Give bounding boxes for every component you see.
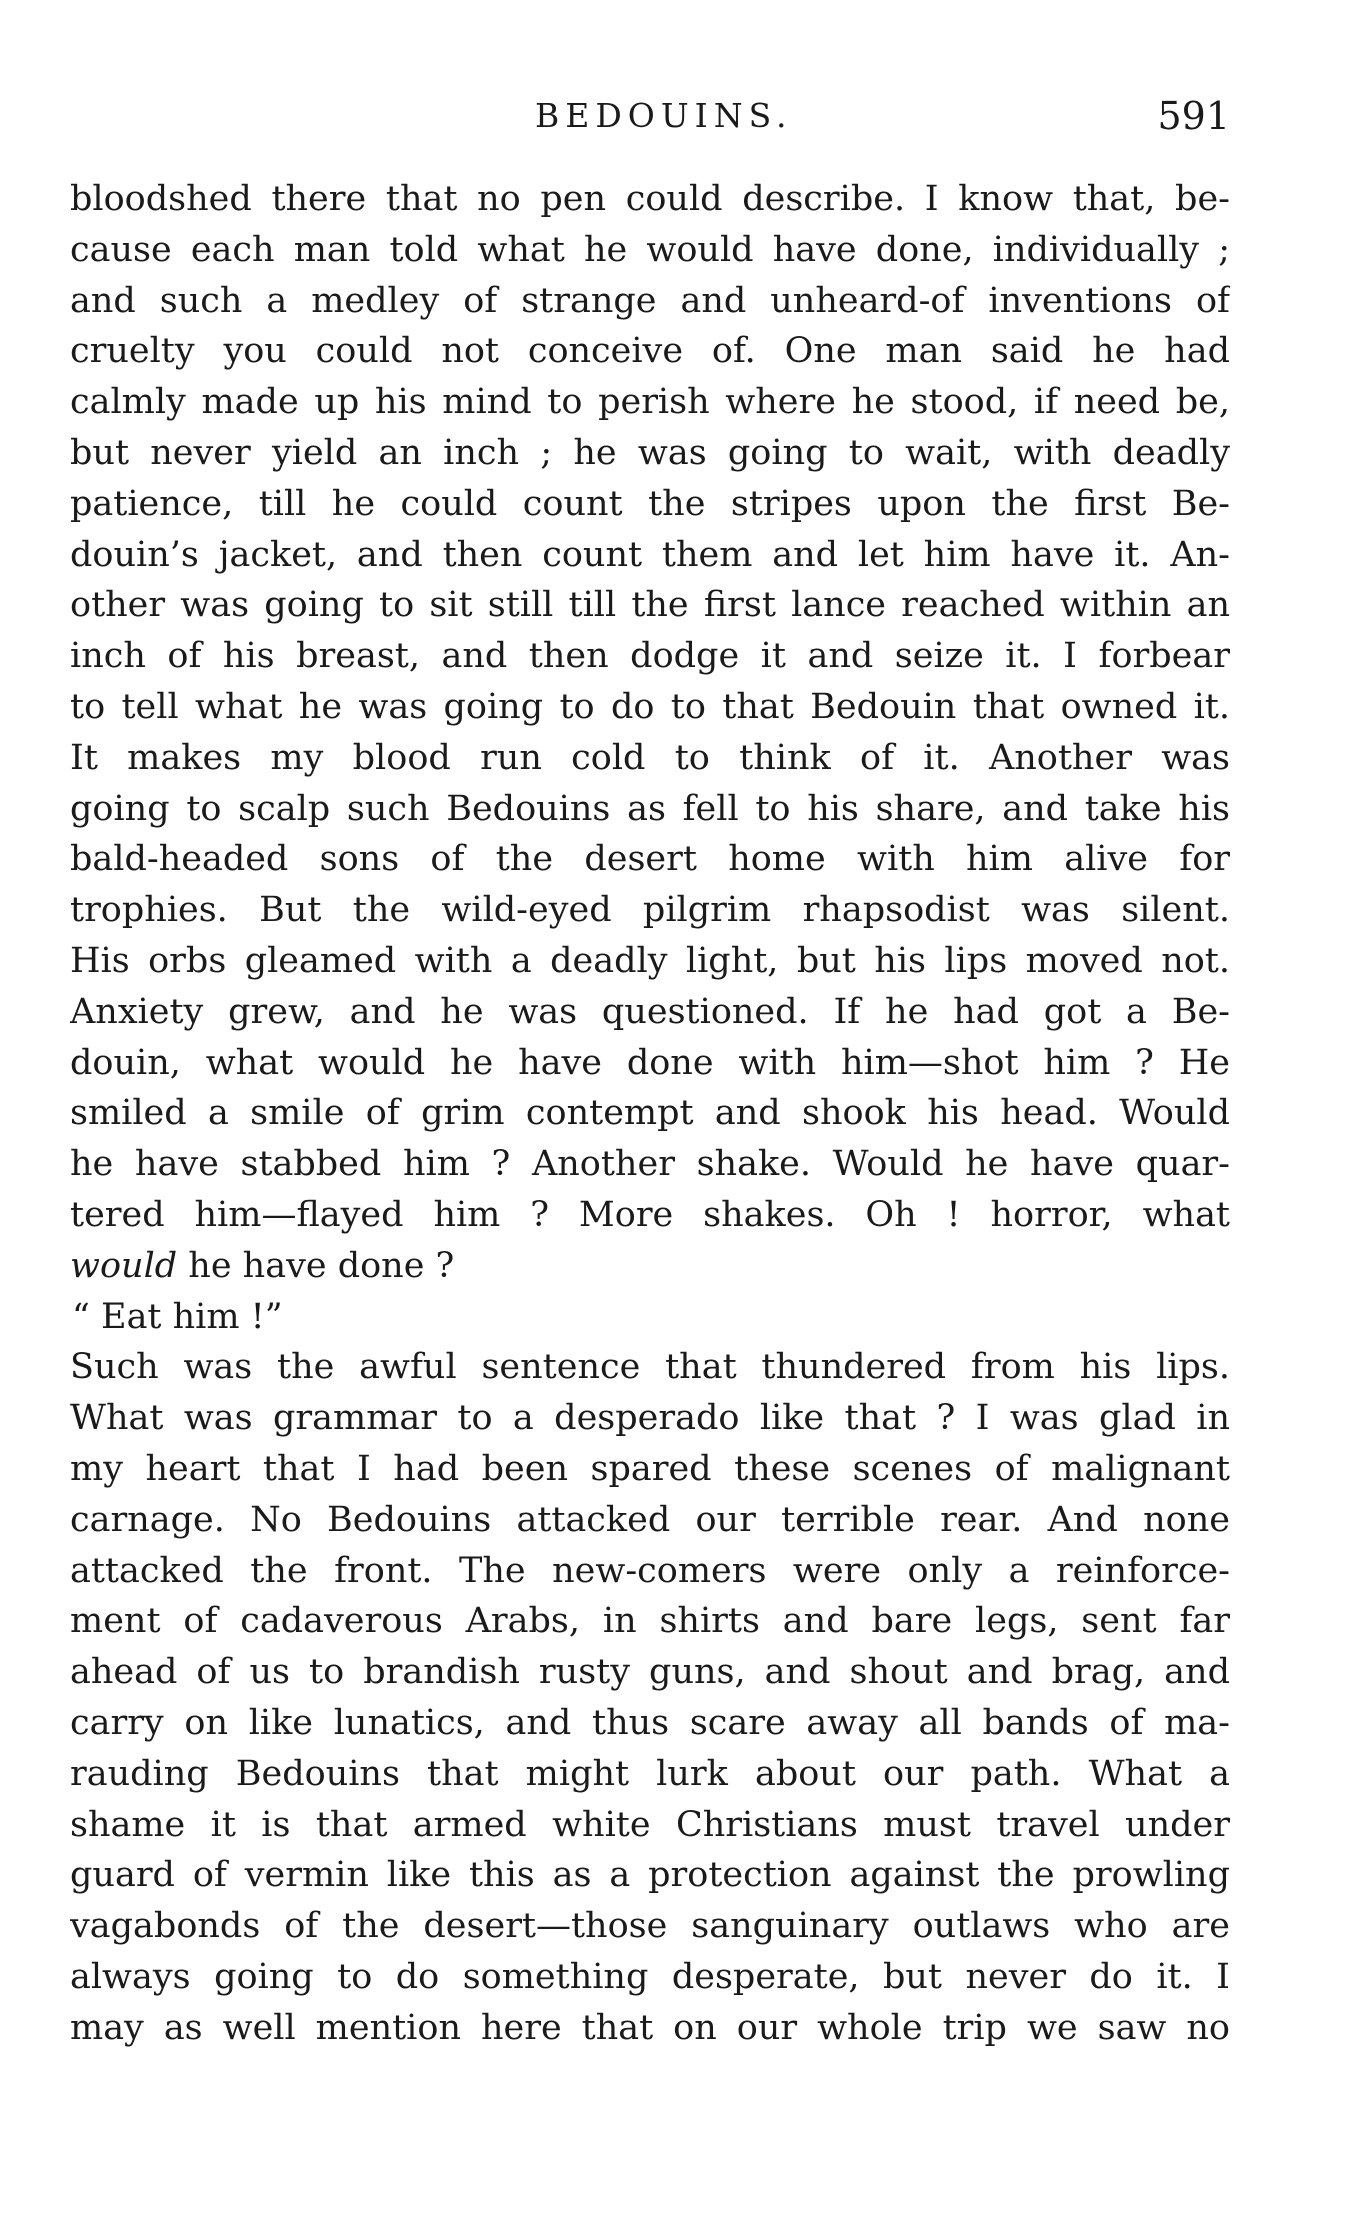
text-line: may as well mention here that on our whole trip we saw no	[70, 2007, 1230, 2048]
text-line: ahead of us to brandish rusty guns, and shout and brag, and	[70, 1652, 1230, 1693]
text-line: It makes my blood run cold to think of it. Another was	[70, 737, 1230, 778]
text-line: douin’s jacket, and then count them and let him have it. An-	[70, 534, 1230, 575]
text-line: cause each man told what he would have done, individually ;	[70, 229, 1230, 270]
text-line: guard of vermin like this as a protection against the prowling	[70, 1855, 1230, 1896]
text-line: Such was the awful sentence that thundered from his lips.	[70, 1347, 1230, 1388]
text-line: vagabonds of the desert—those sanguinary outlaws who are	[70, 1906, 1230, 1947]
text-line: and such a medley of strange and unheard-of inventions of	[70, 280, 1230, 321]
text-line: always going to do something desperate, but never do it. I	[70, 1956, 1230, 1997]
text-line: trophies. But the wild-eyed pilgrim rhapsodist was silent.	[70, 890, 1230, 931]
page-number: 591	[1157, 94, 1230, 138]
italic-line-rest: he have done ?	[177, 1245, 455, 1286]
text-line: calmly made up his mind to perish where he stood, if need be,	[70, 382, 1230, 423]
text-line: cruelty you could not conceive of. One man said he had	[70, 331, 1230, 372]
text-line: What was grammar to a desperado like that ? I was glad in	[70, 1398, 1230, 1439]
text-line: His orbs gleamed with a deadly light, but his lips moved not.	[70, 940, 1230, 981]
text-line: Anxiety grew, and he was questioned. If he had got a Be-	[70, 991, 1230, 1032]
text-line: ment of cadaverous Arabs, in shirts and bare legs, sent far	[70, 1601, 1230, 1642]
text-line: but never yield an inch ; he was going to wait, with deadly	[70, 432, 1230, 473]
text-line: tered him—flayed him ? More shakes. Oh ! horror, what	[70, 1194, 1230, 1235]
text-line: douin, what would he have done with him—shot him ? He	[70, 1042, 1230, 1083]
text-line: going to scalp such Bedouins as fell to his share, and take his	[70, 788, 1230, 829]
quote-line: “ Eat him !”	[72, 1296, 283, 1337]
running-head	[70, 92, 1230, 140]
text-line: bald-headed sons of the desert home with him alive for	[70, 839, 1230, 880]
text-line: patience, till he could count the stripes upon the first Be-	[70, 483, 1230, 524]
text-line: my heart that I had been spared these scenes of malignant	[70, 1448, 1230, 1489]
text-line: carnage. No Bedouins attacked our terrible rear. And none	[70, 1499, 1230, 1540]
text-line: he have stabbed him ? Another shake. Would he have quar-	[70, 1144, 1230, 1185]
running-title: BEDOUINS.	[535, 96, 793, 135]
text-line: to tell what he was going to do to that Bedouin that owned it.	[70, 686, 1230, 727]
text-line: attacked the front. The new-comers were only a reinforce-	[70, 1550, 1230, 1591]
body-text	[70, 174, 1230, 2053]
text-line: smiled a smile of grim contempt and shook his head. Would	[70, 1093, 1230, 1134]
text-line: rauding Bedouins that might lurk about our path. What a	[70, 1753, 1230, 1794]
text-line: bloodshed there that no pen could describe. I know that, be-	[70, 179, 1230, 219]
text-line-italic	[70, 1241, 1230, 1292]
italic-word: would	[70, 1245, 178, 1286]
text-line: shame it is that armed white Christians must travel under	[70, 1804, 1230, 1845]
text-line: carry on like lunatics, and thus scare away all bands of ma-	[70, 1702, 1230, 1743]
text-line: inch of his breast, and then dodge it and seize it. I forbear	[70, 636, 1230, 677]
text-line: other was going to sit still till the first lance reached within an	[70, 585, 1230, 626]
